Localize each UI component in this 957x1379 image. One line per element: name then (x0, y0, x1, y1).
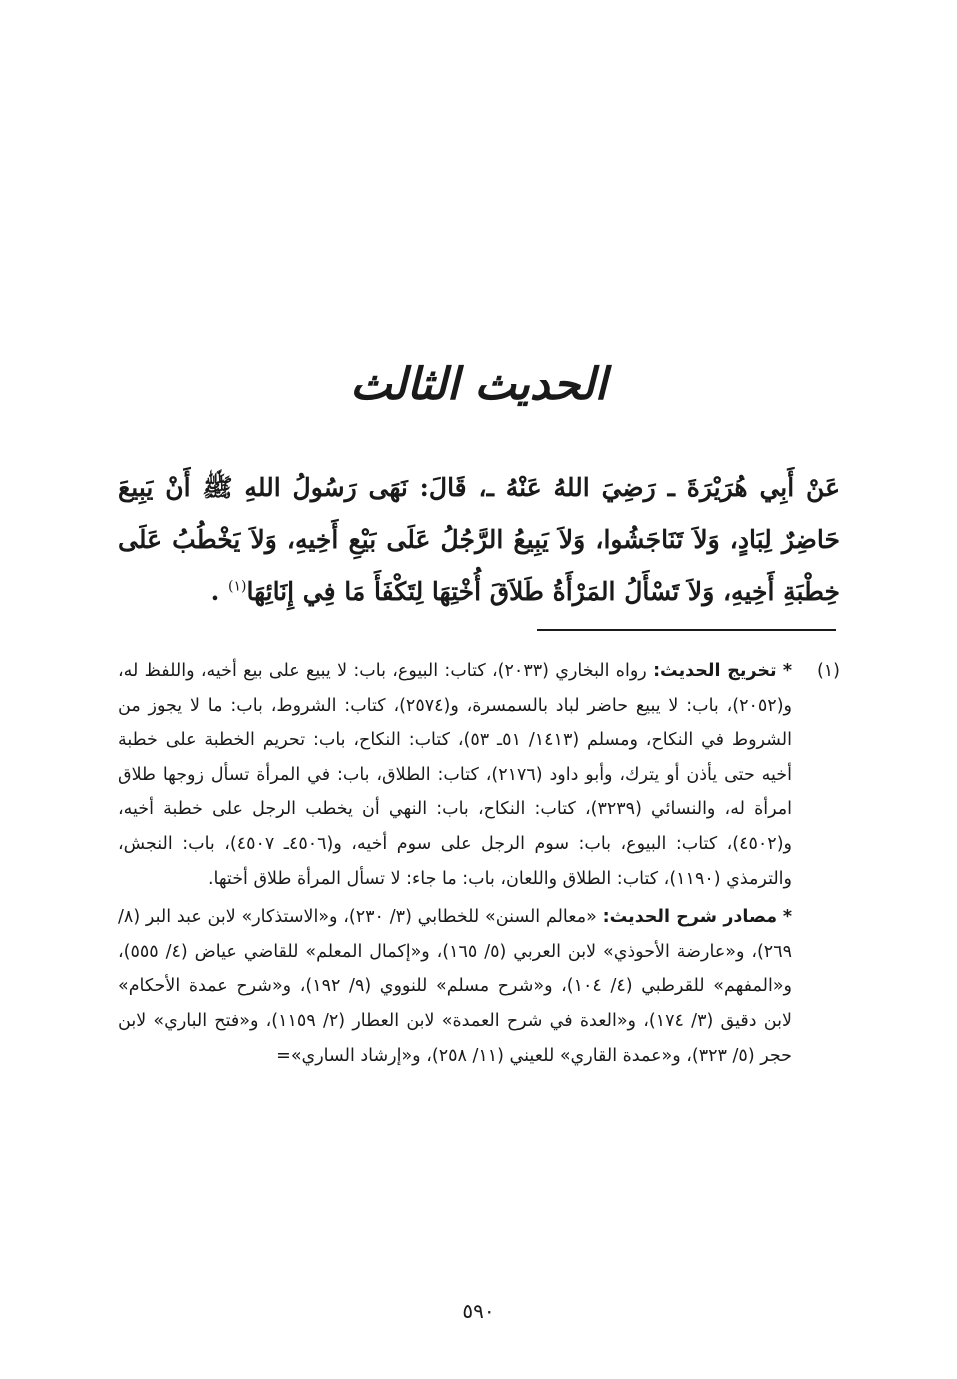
sources-heading: مصادر شرح الحديث: (602, 907, 778, 928)
hadith-text-block (118, 462, 840, 618)
sources-paragraph (118, 900, 792, 1073)
takhrij-text: رواه البخاري (٢٠٣٣)، كتاب: البيوع، باب: لا يبيع على بيع أخيه، واللفظ له، و(٢٠٥٢)، باب: لا يبيع حاضر لباد بالسمسرة، و(٢٥٧٤)، كتاب: الشروط، باب: ما لا يجوز من الشروط في النكاح، ومسلم (١٤١٣/ ٥١ـ ٥٣)، كتاب: النكاح، باب: تحريم الخطبة على خطبة أخيه حتى يأذن أو يترك، وأبو داود (٢١٧٦)، كتاب: الطلاق، باب: في المرأة تسأل زوجها طلاق امرأة له، والنسائي (٣٢٣٩)، كتاب: النكاح، باب: النهي أن يخطب الرجل على خطبة أخيه، و(٤٥٠٢)، كتاب: البيوع، باب: سوم الرجل على سوم أخيه، و(٤٥٠٦ـ ٤٥٠٧)، باب: النجش، والترمذي (١١٩٠)، كتاب: الطلاق واللعان، باب: ما جاء: لا تسأل المرأة طلاق أختها. (118, 661, 792, 889)
footnote-number: (١) (816, 661, 840, 681)
chapter-title: الحديث الثالث (350, 359, 607, 410)
footnote-marker: (١) (228, 578, 247, 595)
hadith-text: عَنْ أَبِي هُرَيْرَةَ ـ رَضِيَ اللهُ عَنْهُ ـ، قَالَ: نَهَى رَسُولُ اللهِ ﷺ أَنْ يَبِيعَ حَاضِرٌ لِبَادٍ، وَلاَ تَنَاجَشُوا، وَلاَ يَبِيعُ الرَّجُلُ عَلَى بَيْعِ أَخِيهِ، وَلاَ يَخْطُبُ عَلَى خِطْبَةِ أَخِيهِ، وَلاَ تَسْأَلُ المَرْأَةُ طَلاَقَ أُخْتِهَا لِتَكْفَأَ مَا فِي إِنَائِهَا (118, 473, 840, 606)
hadith-end-punctuation: . (210, 577, 220, 606)
takhrij-paragraph (118, 654, 792, 896)
footnote-body (118, 654, 792, 1073)
footnote-separator-rule (537, 629, 836, 631)
footnotes-section (118, 654, 840, 1073)
footnote-1 (118, 654, 840, 1073)
page-number: ٥٩٠ (462, 1299, 495, 1323)
star-bullet: * (782, 661, 792, 681)
star-bullet: * (782, 907, 792, 928)
takhrij-heading: تخريج الحديث: (653, 661, 777, 681)
sources-text: «معالم السنن» للخطابي (٣/ ٢٣٠)، و«الاستذكار» لابن عبد البر (٨/ ٢٦٩)، و«عارضة الأحوذي» لابن العربي (٥/ ١٦٥)، و«إكمال المعلم» للقاضي عياض (٤/ ٥٥٥)، و«المفهم» للقرطبي (٤/ ١٠٤)، و«شرح مسلم» للنووي (٩/ ١٩٢)، و«شرح عمدة الأحكام» لابن دقيق (٣/ ١٧٤)، و«العدة في شرح العمدة» لابن العطار (٢/ ١١٥٩)، و«فتح الباري» لابن حجر (٥/ ٣٢٣)، و«عمدة القاري» للعيني (١١/ ٢٥٨)، و«إرشاد الساري»= (118, 907, 792, 1066)
